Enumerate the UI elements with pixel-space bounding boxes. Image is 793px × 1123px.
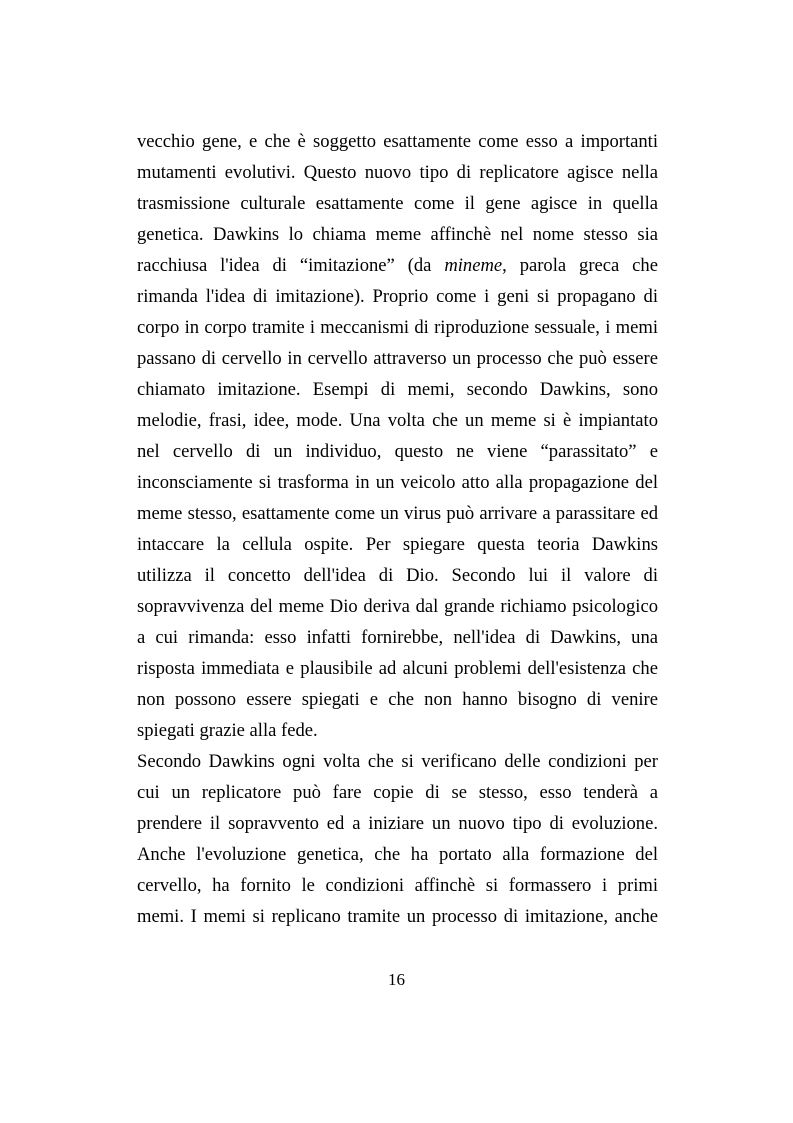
italic-term: mineme: [444, 255, 503, 276]
text-line-paragraph-end: spiegati grazie alla fede.: [137, 720, 318, 741]
text-line: Secondo Dawkins ogni volta che si verificano delle condizioni per: [137, 751, 658, 772]
text-line: risposta immediata e plausibile ad alcuni problemi dell'esistenza che: [137, 658, 658, 679]
text-line: Anche l'evoluzione genetica, che ha portato alla formazione del: [137, 844, 658, 865]
text-line: sopravvivenza del meme Dio deriva dal grande richiamo psicologico: [137, 596, 658, 617]
text-run: racchiusa l'idea di “imitazione” (da: [137, 255, 445, 276]
text-line: utilizza il concetto dell'idea di Dio. Secondo lui il valore di: [137, 565, 658, 586]
page-number: 16: [388, 970, 405, 989]
text-line: chiamato imitazione. Esempi di memi, secondo Dawkins, sono: [137, 379, 658, 400]
text-line: meme stesso, esattamente come un virus può arrivare a parassitare ed: [137, 503, 658, 524]
text-line: genetica. Dawkins lo chiama meme affinchè nel nome stesso sia: [137, 224, 658, 245]
text-line: inconsciamente si trasforma in un veicolo atto alla propagazione del: [137, 472, 658, 493]
text-line: cervello, ha fornito le condizioni affinchè si formassero i primi: [137, 875, 658, 896]
text-line: rimanda l'idea di imitazione). Proprio come i geni si propagano di: [137, 286, 658, 307]
text-line: passano di cervello in cervello attraverso un processo che può essere: [137, 348, 658, 369]
text-line: mutamenti evolutivi. Questo nuovo tipo di replicatore agisce nella: [137, 162, 658, 183]
text-line: nel cervello di un individuo, questo ne viene “parassitato” e: [137, 441, 658, 462]
text-line: intaccare la cellula ospite. Per spiegare questa teoria Dawkins: [137, 534, 658, 555]
body-text: [137, 126, 658, 932]
text-line: [137, 250, 658, 281]
text-line: corpo in corpo tramite i meccanismi di riproduzione sessuale, i memi: [137, 317, 658, 338]
text-line: non possono essere spiegati e che non hanno bisogno di venire: [137, 689, 658, 710]
text-line: melodie, frasi, idee, mode. Una volta che un meme si è impiantato: [137, 410, 658, 431]
text-line: vecchio gene, e che è soggetto esattamente come esso a importanti: [137, 131, 658, 152]
text-line: prendere il sopravvento ed a iniziare un nuovo tipo di evoluzione.: [137, 813, 658, 834]
text-line: memi. I memi si replicano tramite un processo di imitazione, anche: [137, 906, 658, 927]
text-run: , parola greca che: [502, 255, 658, 276]
text-line: a cui rimanda: esso infatti fornirebbe, nell'idea di Dawkins, una: [137, 627, 658, 648]
text-line: cui un replicatore può fare copie di se stesso, esso tenderà a: [137, 782, 658, 803]
text-line: trasmissione culturale esattamente come il gene agisce in quella: [137, 193, 658, 214]
